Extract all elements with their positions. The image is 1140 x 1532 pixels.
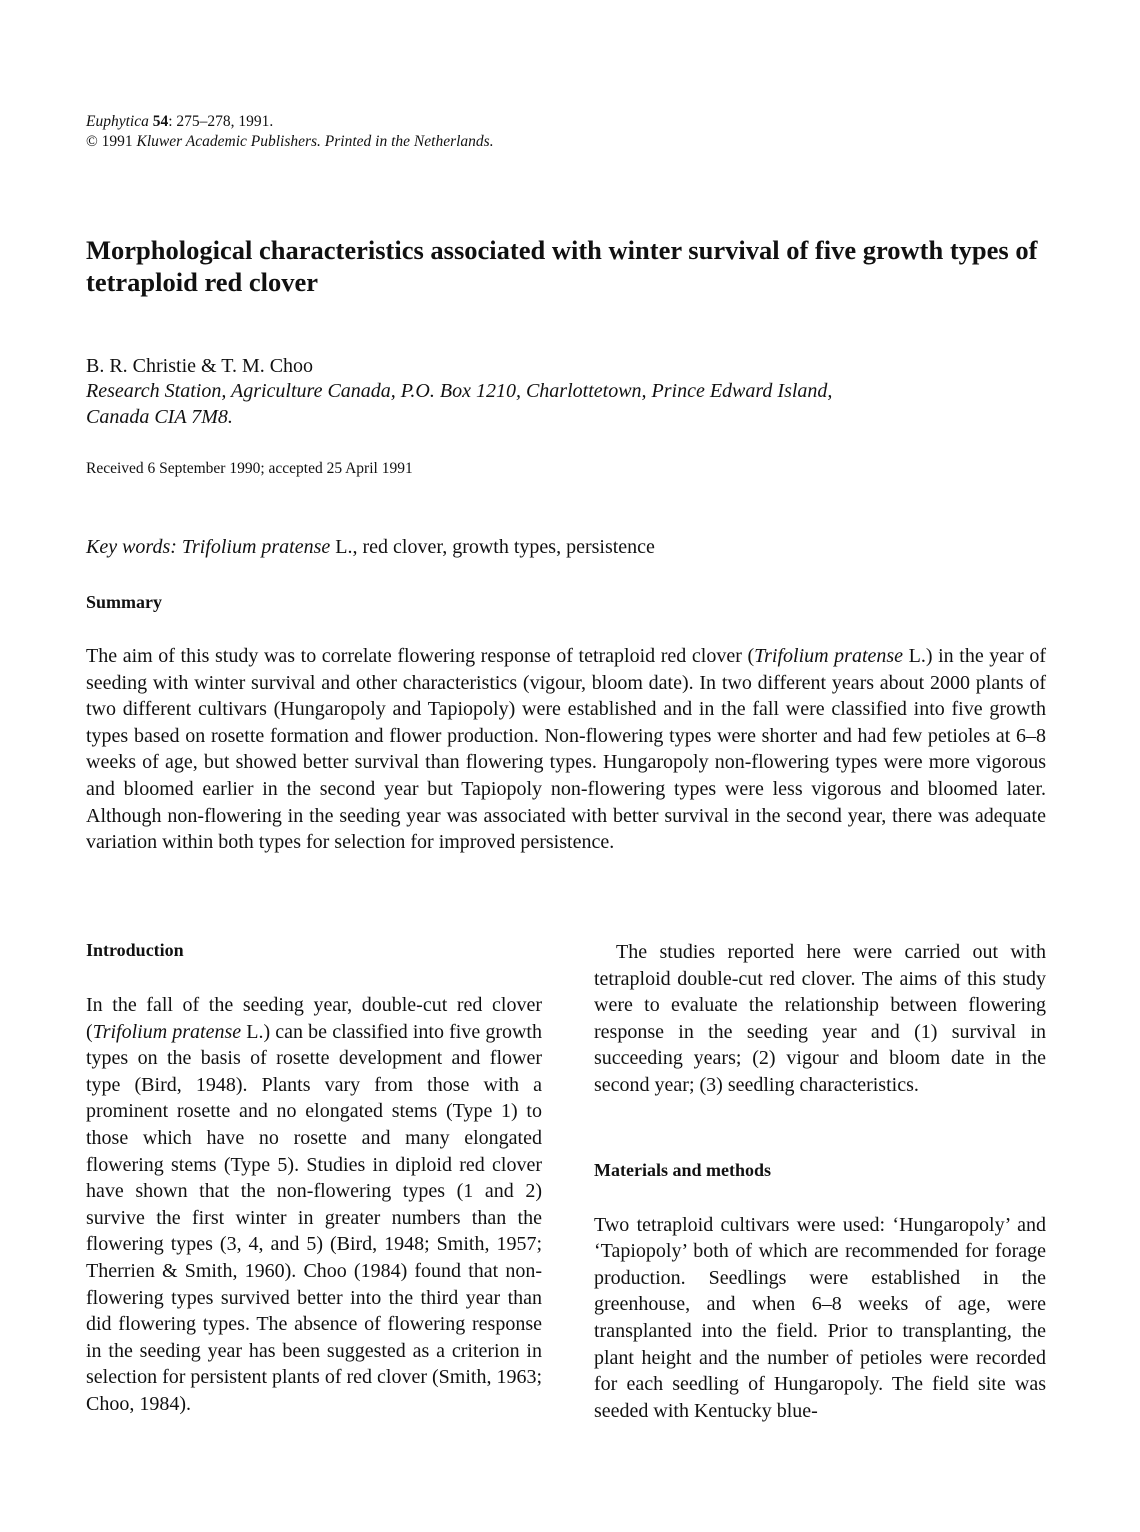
journal-pages: : 275–278, 1991. (168, 113, 274, 130)
introduction-heading: Introduction (86, 940, 184, 960)
right-column (594, 939, 1046, 1424)
summary-heading: Summary (86, 592, 162, 612)
keywords (86, 535, 655, 560)
affiliation-line-2: Canada CIA 7M8. (86, 406, 233, 428)
affiliation (86, 378, 1056, 430)
publisher: Kluwer Academic Publishers. Printed in the Netherlands. (136, 133, 494, 150)
keywords-rest: L., red clover, growth types, persistence (330, 536, 655, 558)
summary-text-b: L.) in the year of seeding with winter survival and other characteristics (vigour, bloom date). In two different years about 2000 plants of two different cultivars (Hungaropoly and Tapiopoly) were established and in the fall were classified into five growth types based on rosette formation and flower production. Non-flowering types were shorter and had few petioles at 6–8 weeks of age, but showed better survival than flowering types. Hungaropoly non-flowering types were more vigorous and bloomed earlier in the second year but Tapiopoly non-flowering types were less vigorous and bloomed later. Although non-flowering in the seeding year was associated with better survival in the second year, there was adequate variation within both types for selection for improved persistence. (86, 645, 1046, 854)
left-column (86, 939, 542, 1418)
summary-species: Trifolium pratense (754, 645, 904, 667)
copyright-year: © 1991 (86, 133, 133, 150)
authors: B. R. Christie & T. M. Choo (86, 355, 314, 377)
intro-text-b: L.) can be classified into five growth types on the basis of rosette development and flower type (Bird, 1948). Plants vary from those with a prominent rosette and no elongated stems (Type 1) to those which have no rosette and many elongated flowering stems (Type 5). Studies in diploid red clover have shown that the non-flowering types (1 and 2) survive the first winter in greater numbers than the flowering types (3, 4, and 5) (Bird, 1948; Smith, 1957; Therrien & Smith, 1960). Choo (1984) found that non-flowering types survived better into the third year than did flowering types. The absence of flowering response in the seeding year has been suggested as a criterion in selection for persistent plants of red clover (Smith, 1963; Choo, 1984). (86, 1020, 543, 1415)
keywords-species: Trifolium pratense (181, 536, 331, 558)
paper-title: Morphological characteristics associated with winter survival of five growth types of tetraploid red clover (86, 235, 1038, 297)
intro-text-a: In the fall of the seeding year, double-cut red clover ( (86, 994, 542, 1043)
introduction-paragraph-1 (86, 992, 542, 1418)
journal-header (86, 112, 494, 152)
keywords-label: Key words: (86, 536, 177, 558)
summary-paragraph (86, 643, 1046, 856)
received-dates: Received 6 September 1990; accepted 25 April 1991 (86, 460, 413, 477)
intro-species: Trifolium pratense (92, 1020, 242, 1043)
methods-paragraph-1: Two tetraploid cultivars were used: ‘Hungaropoly’ and ‘Tapiopoly’ both of which are recommended for forage production. Seedlings were established in the greenhouse, and when 6–8 weeks of age, were transplanted into the field. Prior to transplanting, the plant height and the number of petioles were recorded for each seedling of Hungaropoly. The field site was seeded with Kentucky blue- (594, 1213, 1046, 1422)
summary-text-a: The aim of this study was to correlate flowering response of tetraploid red clover ( (86, 645, 755, 667)
journal-name: Euphytica (86, 113, 149, 130)
methods-heading: Materials and methods (594, 1159, 771, 1180)
introduction-paragraph-2: The studies reported here were carried out with tetraploid double-cut red clover. The aims of this study were to evaluate the relationship between flowering response in the seeding year and (1) survival in succeeding years; (2) vigour and bloom date in the second year; (3) seedling characteristics. (594, 941, 1046, 1096)
copyright-line (86, 132, 494, 152)
citation-line (86, 112, 494, 132)
affiliation-line-1: Research Station, Agriculture Canada, P.O. Box 1210, Charlottetown, Prince Edward Island, (86, 380, 833, 402)
journal-volume: 54 (152, 113, 169, 130)
